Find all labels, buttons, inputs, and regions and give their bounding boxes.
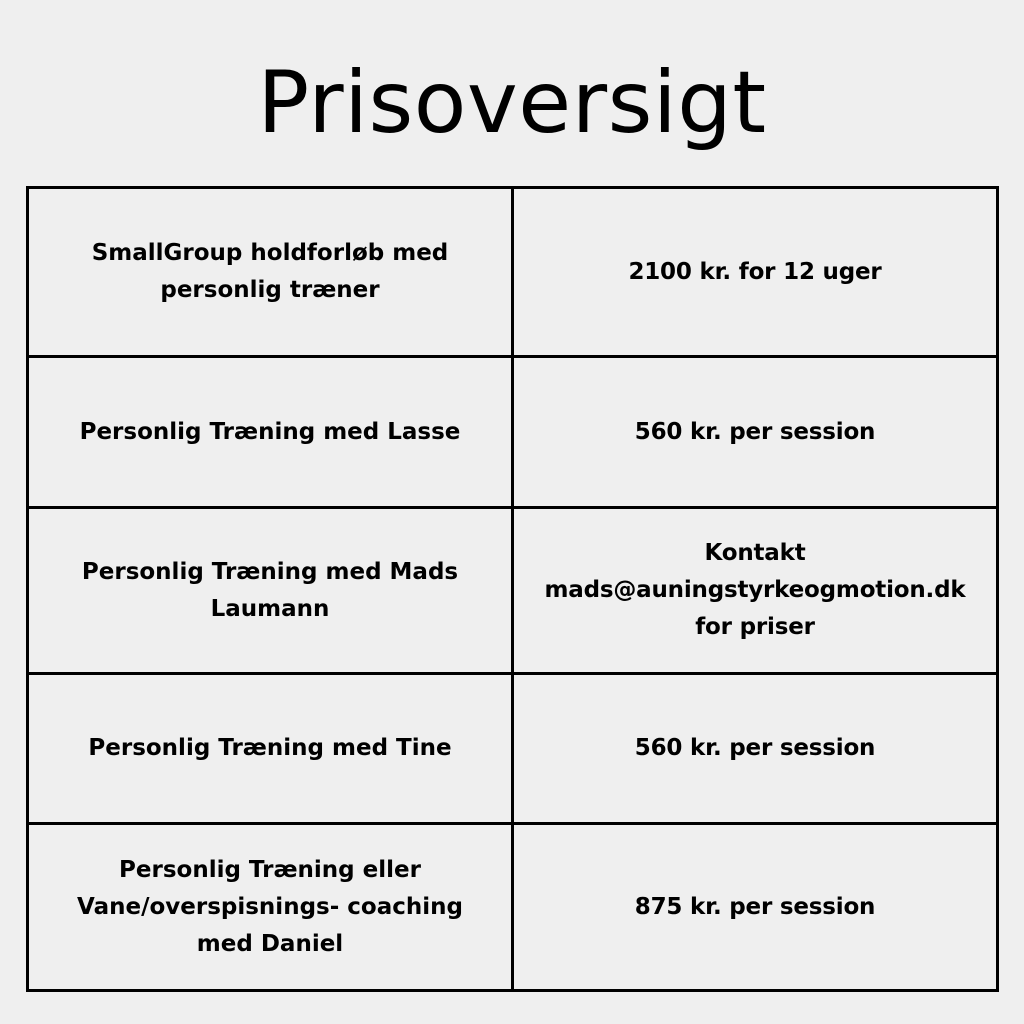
table-row (28, 357, 998, 508)
price-label: 875 kr. per session (634, 893, 876, 920)
service-label: SmallGroup holdforløb med personlig træner (91, 240, 449, 303)
service-cell (28, 824, 513, 991)
price-cell (513, 357, 998, 508)
table-row (28, 508, 998, 674)
price-cell (513, 508, 998, 674)
price-label: 2100 kr. for 12 uger (628, 258, 882, 285)
service-label: Personlig Træning med Mads Laumann (81, 558, 459, 622)
service-cell (28, 674, 513, 824)
price-label: 560 kr. per session (634, 418, 876, 445)
service-line: med Daniel (196, 930, 344, 957)
price-cell (513, 674, 998, 824)
table-row (28, 824, 998, 991)
table-row (28, 674, 998, 824)
service-line: Personlig Træning eller (119, 856, 421, 883)
price-cell (513, 824, 998, 991)
price-label: 560 kr. per session (634, 735, 876, 761)
table-row (28, 188, 998, 357)
service-line: Vane/overspisnings- coaching (77, 893, 463, 920)
page-title: Prisoversigt (257, 53, 767, 153)
price-line: Kontakt (704, 540, 806, 566)
service-cell (28, 357, 513, 508)
price-line: for priser (695, 614, 815, 640)
service-label: Personlig Træning med Tine (88, 735, 452, 761)
price-table (26, 186, 999, 992)
price-cell (513, 188, 998, 357)
service-label: Personlig Træning med Lasse (79, 418, 461, 445)
contact-email: mads@auningstyrkeogmotion.dk (544, 577, 966, 603)
service-cell (28, 188, 513, 357)
service-cell (28, 508, 513, 674)
